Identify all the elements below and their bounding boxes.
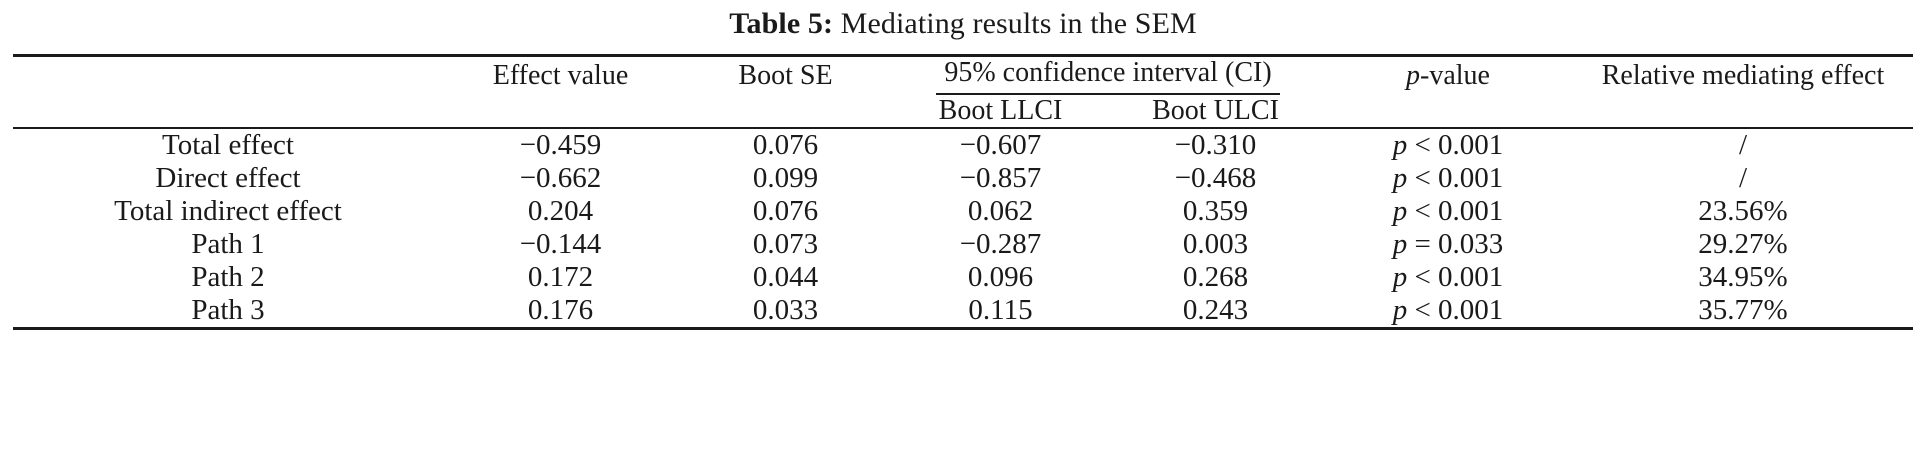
cell-boot-ulci: −0.468 xyxy=(1174,162,1257,194)
header-ci-group-label: 95% confidence interval (CI) xyxy=(936,57,1279,95)
table-row xyxy=(13,228,1913,261)
cell-effect-value: 0.176 xyxy=(443,294,678,329)
cell-boot-se: 0.044 xyxy=(752,261,819,293)
caption-text: Mediating results in the SEM xyxy=(833,7,1197,40)
header-row-label xyxy=(13,56,443,96)
cell-p-value xyxy=(1323,162,1573,195)
cell-boot-llci: 0.096 xyxy=(967,261,1034,293)
subheader-blank-3 xyxy=(678,95,893,128)
cell-effect-value: 0.204 xyxy=(527,195,594,227)
row-label: Path 2 xyxy=(191,261,265,293)
cell-boot-se: 0.099 xyxy=(752,162,819,194)
cell-p-rest: = 0.033 xyxy=(1407,228,1504,260)
row-label: Path 1 xyxy=(191,228,265,260)
cell-boot-ulci: 0.003 xyxy=(1182,228,1249,260)
cell-p-rest: < 0.001 xyxy=(1407,129,1504,161)
cell-relative-effect: 35.77% xyxy=(1573,294,1913,329)
cell-boot-llci: 0.062 xyxy=(967,195,1034,227)
caption-label: Table 5: xyxy=(729,7,834,40)
cell-relative-effect: 29.27% xyxy=(1698,228,1788,260)
cell-boot-ulci: 0.359 xyxy=(1182,195,1249,227)
cell-p-value xyxy=(1323,128,1573,162)
cell-boot-llci: −0.287 xyxy=(959,228,1042,260)
cell-boot-llci: −0.607 xyxy=(893,128,1108,162)
header-p-rest: -value xyxy=(1420,60,1490,91)
row-label: Total indirect effect xyxy=(114,195,342,227)
cell-p-rest: < 0.001 xyxy=(1407,294,1504,326)
subheader-boot-llci: Boot LLCI xyxy=(938,95,1063,126)
cell-effect-value: −0.662 xyxy=(519,162,602,194)
cell-p-value xyxy=(1323,228,1573,261)
subheader-blank-4 xyxy=(1323,95,1573,128)
cell-boot-se: 0.033 xyxy=(678,294,893,329)
cell-effect-value: −0.144 xyxy=(519,228,602,260)
cell-p-rest: < 0.001 xyxy=(1407,261,1504,293)
header-p-value xyxy=(1323,56,1573,96)
cell-p-value xyxy=(1323,195,1573,228)
table-subheader-row xyxy=(13,95,1913,128)
cell-boot-ulci: 0.268 xyxy=(1182,261,1249,293)
table-row xyxy=(13,162,1913,195)
cell-boot-ulci: −0.310 xyxy=(1108,128,1323,162)
header-p-italic: p xyxy=(1406,60,1421,91)
cell-p-italic: p xyxy=(1392,228,1408,260)
subheader-blank-1 xyxy=(13,95,443,128)
cell-boot-llci: 0.115 xyxy=(893,294,1108,329)
cell-p-italic: p xyxy=(1392,195,1408,227)
cell-relative-effect: 23.56% xyxy=(1698,195,1788,227)
mediating-results-table xyxy=(13,54,1913,330)
table-row xyxy=(13,294,1913,329)
row-label: Total effect xyxy=(13,128,443,162)
row-label: Path 3 xyxy=(13,294,443,329)
cell-p-italic: p xyxy=(1392,129,1408,161)
cell-relative-effect: / xyxy=(1573,128,1913,162)
cell-boot-se: 0.073 xyxy=(752,228,819,260)
cell-effect-value: −0.459 xyxy=(443,128,678,162)
cell-p-value xyxy=(1323,294,1573,329)
table-header-row xyxy=(13,56,1913,96)
cell-p-rest: < 0.001 xyxy=(1407,162,1504,194)
cell-p-italic: p xyxy=(1392,261,1408,293)
cell-boot-se: 0.076 xyxy=(678,128,893,162)
cell-boot-llci: −0.857 xyxy=(959,162,1042,194)
table-caption xyxy=(0,0,1926,54)
subheader-blank-2 xyxy=(443,95,678,128)
header-ci-group xyxy=(893,56,1323,96)
row-label: Direct effect xyxy=(155,162,301,194)
cell-p-value xyxy=(1323,261,1573,294)
cell-p-italic: p xyxy=(1392,162,1408,194)
cell-relative-effect: / xyxy=(1738,162,1748,194)
header-effect-value: Effect value xyxy=(443,56,678,96)
table-row xyxy=(13,128,1913,162)
cell-boot-ulci: 0.243 xyxy=(1108,294,1323,329)
subheader-blank-5 xyxy=(1573,95,1913,128)
header-relative-effect: Relative mediating effect xyxy=(1573,56,1913,96)
header-boot-se: Boot SE xyxy=(678,56,893,96)
subheader-boot-ulci: Boot ULCI xyxy=(1152,95,1279,126)
cell-effect-value: 0.172 xyxy=(527,261,594,293)
cell-p-rest: < 0.001 xyxy=(1407,195,1504,227)
cell-relative-effect: 34.95% xyxy=(1698,261,1788,293)
cell-boot-se: 0.076 xyxy=(752,195,819,227)
cell-p-italic: p xyxy=(1392,294,1408,326)
table-row xyxy=(13,261,1913,294)
table-row xyxy=(13,195,1913,228)
